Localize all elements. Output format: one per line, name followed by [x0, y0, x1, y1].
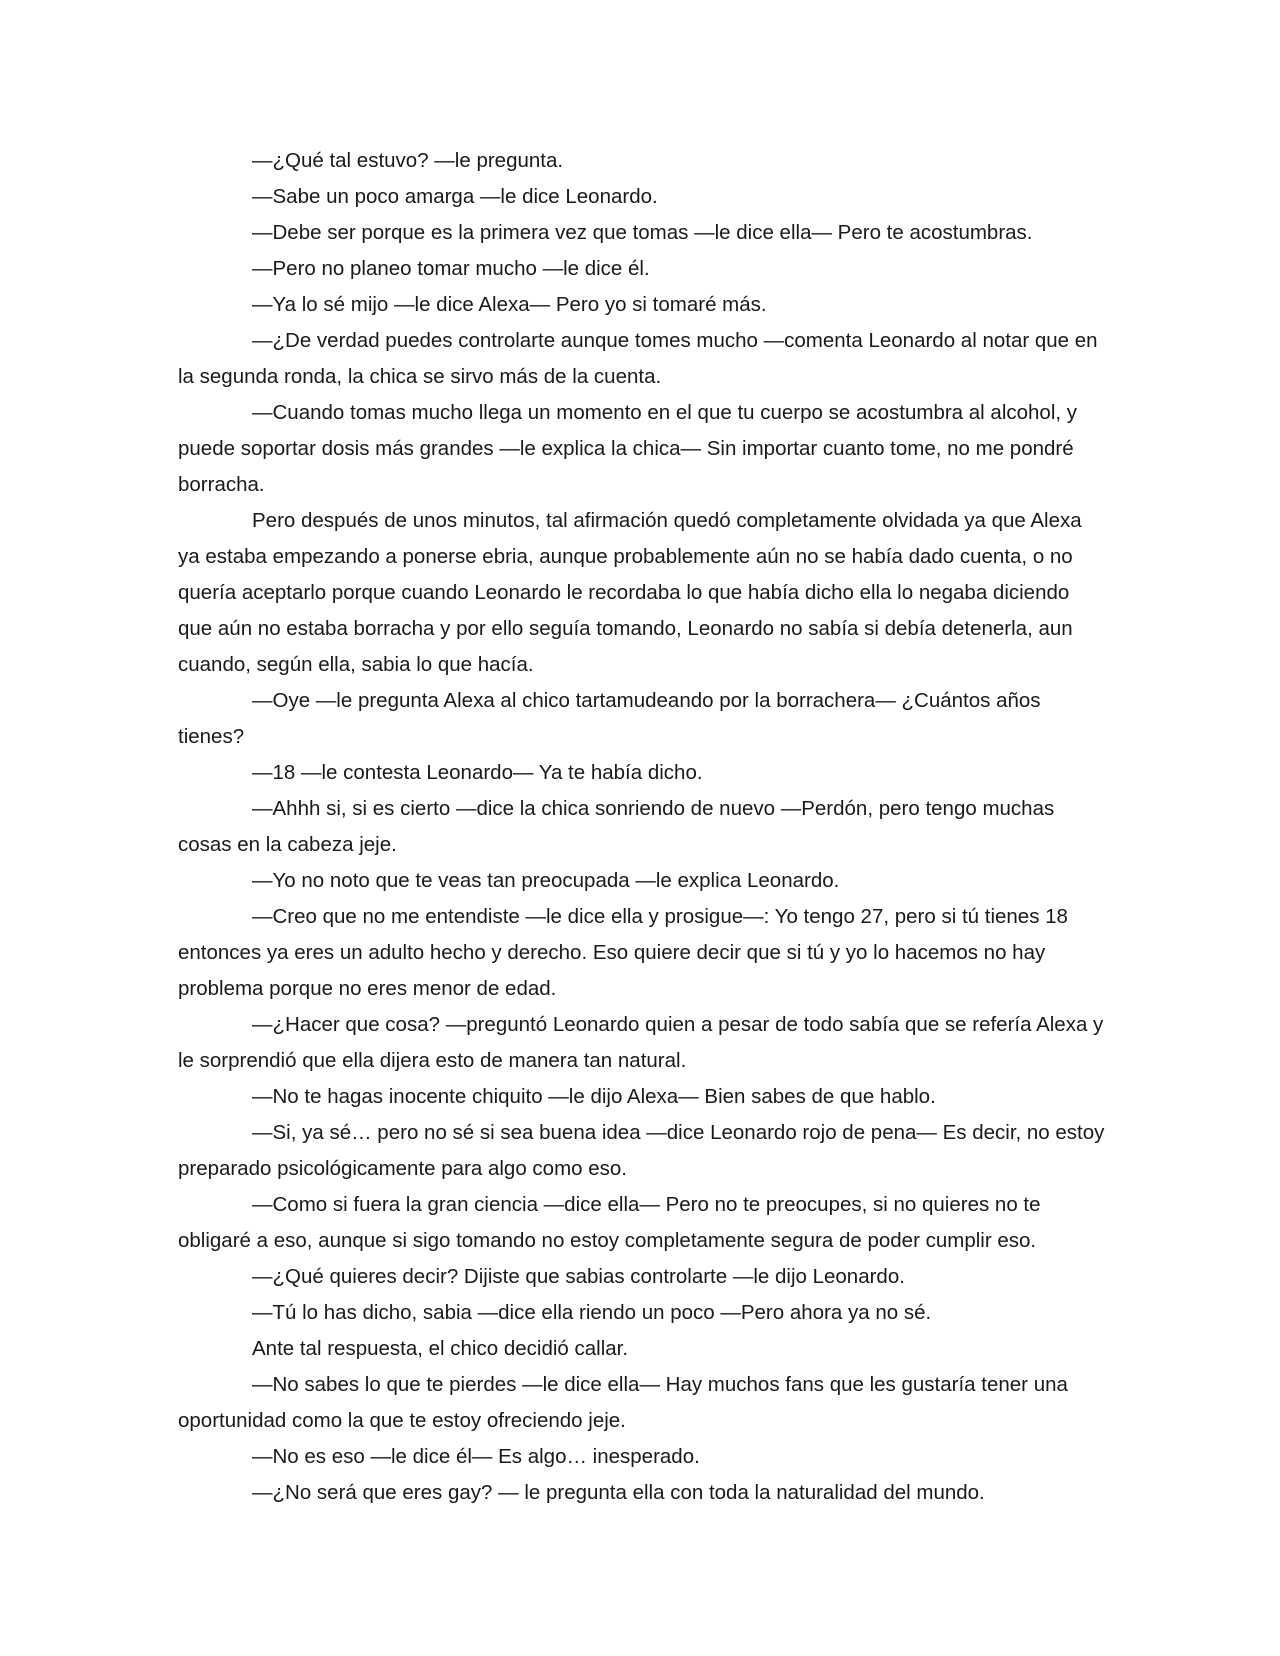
paragraph: —Ya lo sé mijo —le dice Alexa— Pero yo si tomaré más. [252, 293, 767, 316]
paragraph: Pero después de unos minutos, tal afirmación quedó completamente olvidada ya que Alexa ya estaba empezando a ponerse ebria, aunque probablemente aún no se había dado cuenta, o no quería aceptarlo porque cuando Leonardo le recordaba lo que había dicho ella lo negaba diciendo que aún no estaba borracha y por ello seguía tomando, Leonardo no sabía si debía detenerla, aun cuando, según ella, sabia lo que hacía. [178, 509, 1082, 676]
paragraph: —Como si fuera la gran ciencia —dice ella— Pero no te preocupes, si no quieres no te obligaré a eso, aunque si sigo tomando no estoy completamente segura de poder cumplir eso. [178, 1193, 1041, 1252]
paragraph: —18 —le contesta Leonardo— Ya te había dicho. [252, 761, 703, 784]
paragraph: —Cuando tomas mucho llega un momento en el que tu cuerpo se acostumbra al alcohol, y puede soportar dosis más grandes —le explica la chica— Sin importar cuanto tome, no me pondré borracha. [178, 401, 1078, 496]
paragraph: Ante tal respuesta, el chico decidió callar. [252, 1337, 629, 1360]
paragraph: —Yo no noto que te veas tan preocupada —le explica Leonardo. [252, 869, 840, 892]
paragraph: —¿Qué tal estuvo? —le pregunta. [252, 149, 564, 172]
paragraph: —Si, ya sé… pero no sé si sea buena idea —dice Leonardo rojo de pena— Es decir, no estoy preparado psicológicamente para algo como eso. [178, 1121, 1105, 1180]
paragraph: —Oye —le pregunta Alexa al chico tartamudeando por la borrachera— ¿Cuántos años tienes? [178, 689, 1041, 748]
paragraph: —Ahhh si, si es cierto —dice la chica sonriendo de nuevo —Perdón, pero tengo muchas cosas en la cabeza jeje. [178, 797, 1055, 856]
paragraph: —No te hagas inocente chiquito —le dijo Alexa— Bien sabes de que hablo. [252, 1085, 936, 1108]
paragraph: —¿De verdad puedes controlarte aunque tomes mucho —comenta Leonardo al notar que en la segunda ronda, la chica se sirvo más de la cuenta. [178, 329, 1098, 388]
paragraph: —Pero no planeo tomar mucho —le dice él. [252, 257, 650, 280]
paragraph: —¿No será que eres gay? — le pregunta ella con toda la naturalidad del mundo. [252, 1481, 985, 1504]
paragraph: —Tú lo has dicho, sabia —dice ella riendo un poco —Pero ahora ya no sé. [252, 1301, 932, 1324]
paragraph: —Creo que no me entendiste —le dice ella y prosigue—: Yo tengo 27, pero si tú tienes 18 entonces ya eres un adulto hecho y derecho. Eso quiere decir que si tú y yo lo hacemos no hay problema porque no eres menor de edad. [178, 905, 1068, 1000]
paragraph: —¿Hacer que cosa? —preguntó Leonardo quien a pesar de todo sabía que se refería Alexa y le sorprendió que ella dijera esto de manera tan natural. [178, 1013, 1104, 1072]
paragraph: —No sabes lo que te pierdes —le dice ella— Hay muchos fans que les gustaría tener una oportunidad como la que te estoy ofreciendo jeje. [178, 1373, 1068, 1432]
document-body [178, 143, 1106, 1511]
paragraph: —No es eso —le dice él— Es algo… inesperado. [252, 1445, 700, 1468]
paragraph: —Debe ser porque es la primera vez que tomas —le dice ella— Pero te acostumbras. [252, 221, 1033, 244]
paragraph: —Sabe un poco amarga —le dice Leonardo. [252, 185, 658, 208]
paragraph: —¿Qué quieres decir? Dijiste que sabias controlarte —le dijo Leonardo. [252, 1265, 905, 1288]
